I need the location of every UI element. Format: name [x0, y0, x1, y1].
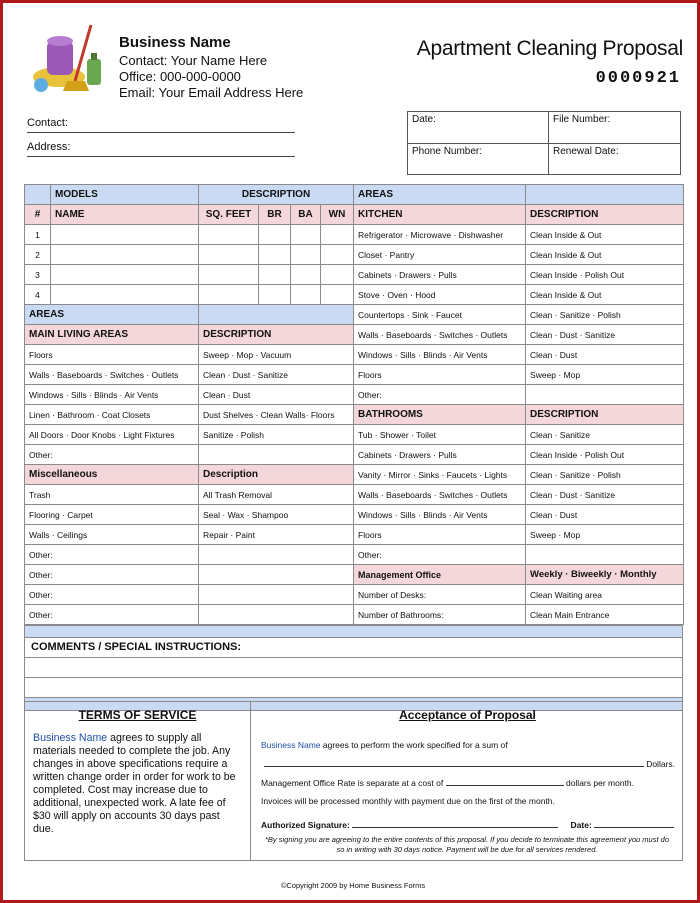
misc-area[interactable]: Other:: [25, 565, 199, 585]
living-area: Floors: [25, 345, 199, 365]
model-num: 3: [25, 265, 51, 285]
bath-desc: Clean · Dust · Sanitize: [526, 485, 684, 505]
living-desc: Clean · Dust · Sanitize: [199, 365, 354, 385]
kitchen-area: Countertops · Sink · Faucet: [354, 305, 526, 325]
name-header: NAME: [51, 205, 199, 225]
living-area: Linen · Bathroom · Coat Closets: [25, 405, 199, 425]
misc-area[interactable]: Other:: [25, 605, 199, 625]
terms-section: [24, 701, 683, 861]
comments-section: [24, 625, 683, 711]
comments-top-bar: [25, 626, 682, 638]
hash-header: #: [25, 205, 51, 225]
per-month-label: dollars per month.: [565, 778, 635, 788]
mgmt-rate-label: Management Office Rate is separate at a cost of: [261, 778, 444, 788]
misc-area: Trash: [25, 485, 199, 505]
info-box: [407, 111, 681, 175]
kitchen-area: Refrigerator · Microwave · Dishwasher: [354, 225, 526, 245]
sqft-cell[interactable]: [199, 245, 259, 265]
br-cell[interactable]: [259, 265, 291, 285]
file-number-field[interactable]: File Number:: [553, 114, 611, 125]
sqft-header: SQ. FEET: [199, 205, 259, 225]
mgmt-area[interactable]: Number of Desks:: [354, 585, 526, 605]
bath-desc: Clean · Sanitize · Polish: [526, 465, 684, 485]
bathrooms-desc-header: DESCRIPTION: [526, 405, 684, 425]
main-living-desc-header: DESCRIPTION: [199, 325, 354, 345]
kitchen-desc[interactable]: [526, 385, 684, 405]
bath-desc: Clean · Sanitize: [526, 425, 684, 445]
kitchen-area: Cabinets · Drawers · Pulls: [354, 265, 526, 285]
business-office: Office: 000-000-0000: [119, 69, 241, 84]
acceptance-line1-text: agrees to perform the work specified for a sum of: [320, 740, 508, 750]
kitchen-area: Walls · Baseboards · Switches · Outlets: [354, 325, 526, 345]
misc-area: Walls · Ceilings: [25, 525, 199, 545]
proposal-page: [9, 9, 697, 900]
kitchen-area: Closet · Pantry: [354, 245, 526, 265]
ba-cell[interactable]: [291, 225, 321, 245]
br-cell[interactable]: [259, 285, 291, 305]
contact-field[interactable]: [27, 117, 295, 133]
model-name-cell[interactable]: [51, 225, 199, 245]
ba-cell[interactable]: [291, 285, 321, 305]
misc-desc[interactable]: [199, 565, 354, 585]
copyright: ©Copyright 2009 by Home Business Forms: [280, 881, 426, 890]
kitchen-desc: Clean Inside · Polish Out: [526, 265, 684, 285]
kitchen-area: Windows · Sills · Blinds · Air Vents: [354, 345, 526, 365]
living-area: All Doors · Door Knobs · Light Fixtures: [25, 425, 199, 445]
kitchen-desc: Sweep · Mop: [526, 365, 684, 385]
areas-left-header: AREAS: [25, 305, 199, 325]
main-living-header: MAIN LIVING AREAS: [25, 325, 199, 345]
bath-desc: Sweep · Mop: [526, 525, 684, 545]
wn-cell[interactable]: [321, 285, 354, 305]
comments-line[interactable]: [25, 658, 682, 678]
renewal-date-field[interactable]: Renewal Date:: [553, 146, 619, 157]
misc-area[interactable]: Other:: [25, 545, 199, 565]
contact-label: Contact:: [27, 117, 68, 129]
acceptance-business-name: Business Name: [261, 740, 321, 750]
sign-date-field[interactable]: [594, 819, 674, 828]
mgmt-rate-line: [261, 777, 634, 788]
comments-label: COMMENTS / SPECIAL INSTRUCTIONS:: [25, 638, 682, 658]
blank-header: [25, 185, 51, 205]
kitchen-area: Floors: [354, 365, 526, 385]
areas-header: AREAS: [354, 185, 526, 205]
bath-area: Floors: [354, 525, 526, 545]
terms-business-name: Business Name: [33, 732, 108, 744]
areas-blank: [526, 185, 684, 205]
bath-area: Walls · Baseboards · Switches · Outlets: [354, 485, 526, 505]
ba-cell[interactable]: [291, 265, 321, 285]
kitchen-desc: Clean · Dust · Sanitize: [526, 325, 684, 345]
bathrooms-header: BATHROOMS: [354, 405, 526, 425]
signature-line: [261, 819, 674, 830]
terms-title: TERMS OF SERVICE: [78, 708, 197, 722]
sum-field[interactable]: [264, 758, 644, 767]
wn-cell[interactable]: [321, 245, 354, 265]
misc-desc: Seal · Wax · Shampoo: [199, 505, 354, 525]
living-area: Walls · Baseboards · Switches · Outlets: [25, 365, 199, 385]
acceptance-title: Acceptance of Proposal: [399, 708, 536, 722]
mgmt-header: Management Office: [354, 565, 526, 585]
signature-field[interactable]: [352, 819, 558, 828]
living-desc: Sanitize · Polish: [199, 425, 354, 445]
description-header: DESCRIPTION: [199, 185, 354, 205]
living-desc: Clean · Dust: [199, 385, 354, 405]
terms-text: [33, 732, 242, 836]
kitchen-desc: Clean Inside & Out: [526, 245, 684, 265]
living-desc: Sweep · Mop · Vacuum: [199, 345, 354, 365]
kitchen-desc: Clean · Dust: [526, 345, 684, 365]
misc-desc[interactable]: [199, 605, 354, 625]
br-cell[interactable]: [259, 245, 291, 265]
sqft-cell[interactable]: [199, 225, 259, 245]
mgmt-desc: Clean Waiting area: [526, 585, 684, 605]
invoices-line: Invoices will be processed monthly with payment due on the first of the month.: [261, 796, 555, 806]
misc-desc[interactable]: [199, 545, 354, 565]
br-cell[interactable]: [259, 225, 291, 245]
signature-label: Authorized Signature:: [261, 820, 350, 830]
business-info: [119, 35, 303, 101]
wn-cell[interactable]: [321, 265, 354, 285]
cleaning-supplies-logo: [29, 19, 114, 99]
sqft-cell[interactable]: [199, 285, 259, 305]
living-area[interactable]: Other:: [25, 445, 199, 465]
kitchen-area: Stove · Oven · Hood: [354, 285, 526, 305]
kitchen-desc: Clean · Sanitize · Polish: [526, 305, 684, 325]
terms-of-service: [25, 702, 251, 860]
ba-header: BA: [291, 205, 321, 225]
model-name-cell[interactable]: [51, 245, 199, 265]
bath-desc: Clean · Dust: [526, 505, 684, 525]
misc-area[interactable]: Other:: [25, 585, 199, 605]
wn-header: WN: [321, 205, 354, 225]
acceptance-line1: [261, 740, 508, 750]
sqft-cell[interactable]: [199, 265, 259, 285]
dollars-label: Dollars.: [646, 759, 675, 769]
bath-desc: Clean Inside · Polish Out: [526, 445, 684, 465]
model-name-cell[interactable]: [51, 285, 199, 305]
acceptance-note: *By signing you are agreeing to the entire contents of this proposal. If you decide to terminate this agreement you must do so in writing with 30 days notice. Payment will be due for all services rendered.: [265, 835, 669, 854]
model-num: 1: [25, 225, 51, 245]
kitchen-desc: Clean Inside & Out: [526, 285, 684, 305]
mgmt-area[interactable]: Number of Bathrooms:: [354, 605, 526, 625]
living-desc: Dust Shelves · Clean Walls· Floors: [199, 405, 354, 425]
wn-cell[interactable]: [321, 225, 354, 245]
bath-area: Windows · Sills · Blinds · Air Vents: [354, 505, 526, 525]
sign-date-label: Date:: [570, 820, 592, 830]
bath-desc[interactable]: [526, 545, 684, 565]
bath-area: Vanity · Mirror · Sinks · Faucets · Lights: [354, 465, 526, 485]
misc-area: Flooring · Carpet: [25, 505, 199, 525]
misc-desc-header: Description: [199, 465, 354, 485]
kitchen-desc: Clean Inside & Out: [526, 225, 684, 245]
ba-cell[interactable]: [291, 245, 321, 265]
model-name-cell[interactable]: [51, 265, 199, 285]
br-header: BR: [259, 205, 291, 225]
models-header: MODELS: [51, 185, 199, 205]
business-email: Email: Your Email Address Here: [119, 85, 304, 100]
date-field[interactable]: Date:: [412, 114, 436, 125]
terms-body: agrees to supply all materials needed to complete the job. Any changes in above specifications require a written change order in order for work to be completed. Cost may increase due to additional, unexpected work. A late fee of $30 will apply on accounts 30 days past due.: [33, 732, 236, 835]
dollars-line: [261, 758, 675, 769]
areas-left-blank: [199, 305, 354, 325]
model-num: 2: [25, 245, 51, 265]
misc-header: Miscellaneous: [25, 465, 199, 485]
address-field[interactable]: [27, 141, 295, 157]
living-desc[interactable]: [199, 445, 354, 465]
misc-desc: Repair · Paint: [199, 525, 354, 545]
kitchen-area[interactable]: Other:: [354, 385, 526, 405]
bath-area: Cabinets · Drawers · Pulls: [354, 445, 526, 465]
misc-desc[interactable]: [199, 585, 354, 605]
address-label: Address:: [27, 141, 71, 153]
kitchen-header: KITCHEN: [354, 205, 526, 225]
model-num: 4: [25, 285, 51, 305]
business-name: Business Name: [119, 34, 231, 51]
comments-line[interactable]: [25, 678, 682, 698]
proposal-number: 0000921: [595, 69, 681, 88]
kitchen-desc-header: DESCRIPTION: [526, 205, 684, 225]
living-area: Windows · Sills · Blinds · Air Vents: [25, 385, 199, 405]
services-table: [24, 184, 684, 625]
mgmt-rate-field[interactable]: [446, 777, 564, 786]
page-title: Apartment Cleaning Proposal: [416, 37, 683, 60]
business-contact: Contact: Your Name Here: [119, 53, 268, 68]
acceptance-of-proposal: [253, 702, 682, 860]
mgmt-desc-header: Weekly · Biweekly · Monthly: [526, 565, 684, 585]
misc-desc: All Trash Removal: [199, 485, 354, 505]
phone-field[interactable]: Phone Number:: [412, 146, 483, 157]
bath-area: Tub · Shower · Toilet: [354, 425, 526, 445]
bath-area[interactable]: Other:: [354, 545, 526, 565]
mgmt-desc: Clean Main Entrance: [526, 605, 684, 625]
